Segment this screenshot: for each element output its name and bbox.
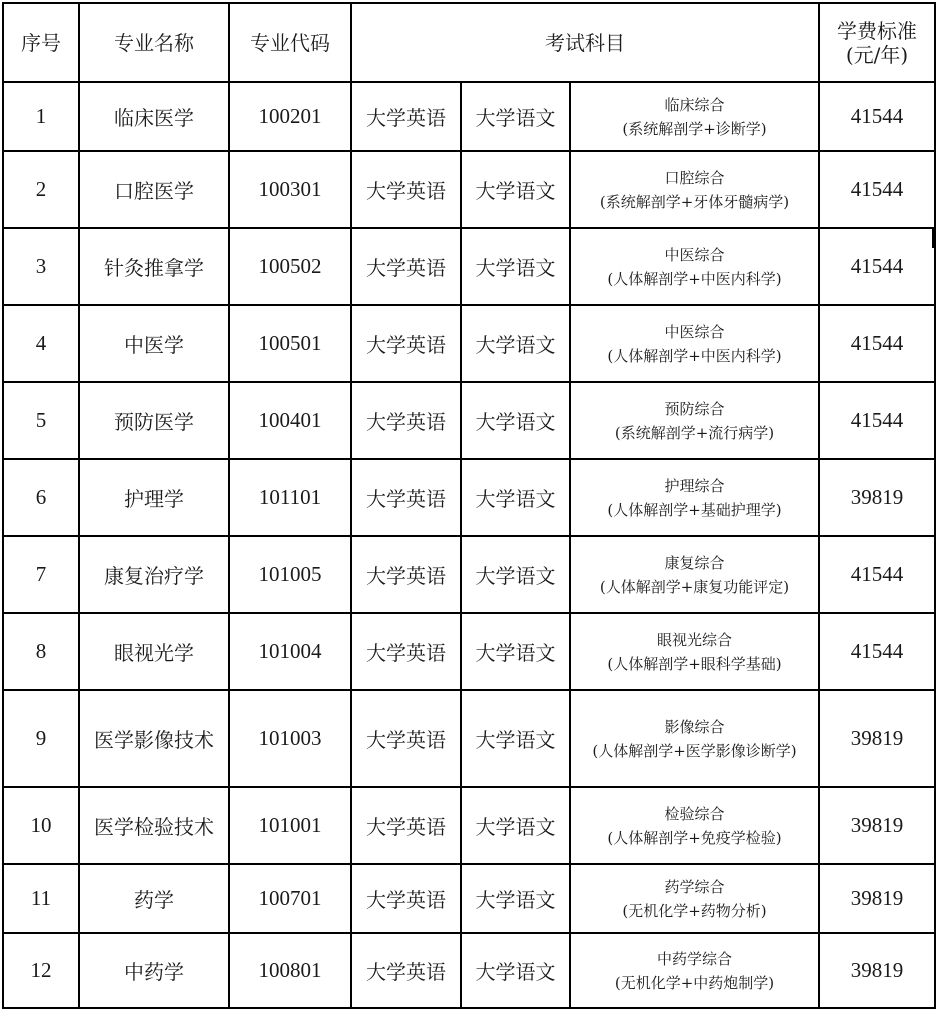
table-row [3, 459, 935, 536]
cell-exam-english: 大学英语 [351, 459, 461, 536]
cell-major-name: 康复治疗学 [79, 536, 229, 613]
cell-index: 2 [3, 151, 79, 228]
cell-index: 8 [3, 613, 79, 690]
cell-index: 3 [3, 228, 79, 305]
header-tuition [819, 3, 935, 82]
cell-major-name: 中医学 [79, 305, 229, 382]
cell-exam-comprehensive [570, 613, 819, 690]
exam-comprehensive-detail: (人体解剖学+医学影像诊断学) [592, 741, 797, 760]
cell-major-name: 医学检验技术 [79, 787, 229, 864]
cell-exam-english: 大学英语 [351, 690, 461, 787]
cell-index: 4 [3, 305, 79, 382]
cell-exam-english: 大学英语 [351, 228, 461, 305]
exam-comprehensive-detail: (人体解剖学+眼科学基础) [607, 654, 782, 673]
cell-major-code: 101004 [229, 613, 351, 690]
cell-exam-comprehensive [570, 382, 819, 459]
cell-major-name: 护理学 [79, 459, 229, 536]
cell-exam-comprehensive [570, 151, 819, 228]
cell-exam-english: 大学英语 [351, 787, 461, 864]
exam-comprehensive-title: 检验综合 [664, 804, 725, 823]
table-row [3, 305, 935, 382]
exam-comprehensive-detail: (人体解剖学+免疫学检验) [607, 828, 782, 847]
cell-major-name: 针灸推拿学 [79, 228, 229, 305]
cell-exam-chinese: 大学语文 [461, 305, 570, 382]
cell-exam-comprehensive [570, 459, 819, 536]
exam-comprehensive-detail: (人体解剖学+康复功能评定) [599, 577, 790, 596]
table-row [3, 933, 935, 1008]
cell-exam-chinese: 大学语文 [461, 382, 570, 459]
exam-comprehensive-detail: (系统解剖学+牙体牙髓病学) [599, 192, 790, 211]
header-major-name: 专业名称 [79, 3, 229, 82]
table-row [3, 864, 935, 933]
cell-exam-comprehensive [570, 787, 819, 864]
exam-comprehensive-detail: (系统解剖学+诊断学) [622, 119, 767, 138]
exam-comprehensive-detail: (无机化学+中药炮制学) [614, 973, 775, 992]
cell-major-name: 眼视光学 [79, 613, 229, 690]
cell-index: 6 [3, 459, 79, 536]
cell-index: 1 [3, 82, 79, 151]
cell-exam-comprehensive [570, 228, 819, 305]
cell-major-code: 100502 [229, 228, 351, 305]
cell-major-code: 100801 [229, 933, 351, 1008]
cell-exam-chinese: 大学语文 [461, 82, 570, 151]
cell-exam-chinese: 大学语文 [461, 613, 570, 690]
edge-mark [932, 228, 935, 248]
exam-comprehensive-title: 临床综合 [664, 95, 725, 114]
cell-major-code: 100701 [229, 864, 351, 933]
header-index: 序号 [3, 3, 79, 82]
cell-major-name: 医学影像技术 [79, 690, 229, 787]
cell-exam-comprehensive [570, 536, 819, 613]
cell-tuition: 39819 [819, 690, 935, 787]
cell-exam-chinese: 大学语文 [461, 864, 570, 933]
cell-tuition: 41544 [819, 613, 935, 690]
cell-index: 5 [3, 382, 79, 459]
cell-major-code: 101001 [229, 787, 351, 864]
cell-index: 12 [3, 933, 79, 1008]
cell-major-name: 中药学 [79, 933, 229, 1008]
cell-tuition: 41544 [819, 151, 935, 228]
cell-major-code: 100501 [229, 305, 351, 382]
cell-exam-english: 大学英语 [351, 613, 461, 690]
cell-index: 9 [3, 690, 79, 787]
cell-index: 10 [3, 787, 79, 864]
cell-exam-chinese: 大学语文 [461, 787, 570, 864]
header-row [3, 3, 935, 82]
table-row [3, 690, 935, 787]
cell-tuition: 41544 [819, 382, 935, 459]
table-row [3, 82, 935, 151]
cell-exam-english: 大学英语 [351, 305, 461, 382]
exam-comprehensive-title: 中医综合 [664, 322, 725, 341]
cell-major-code: 100201 [229, 82, 351, 151]
cell-major-name: 预防医学 [79, 382, 229, 459]
cell-exam-chinese: 大学语文 [461, 690, 570, 787]
cell-tuition: 41544 [819, 305, 935, 382]
table-row [3, 787, 935, 864]
table-row [3, 151, 935, 228]
cell-exam-english: 大学英语 [351, 82, 461, 151]
cell-exam-comprehensive [570, 864, 819, 933]
cell-major-code: 101003 [229, 690, 351, 787]
exam-comprehensive-detail: (系统解剖学+流行病学) [614, 423, 775, 442]
cell-exam-comprehensive [570, 690, 819, 787]
cell-major-name: 临床医学 [79, 82, 229, 151]
cell-exam-comprehensive [570, 305, 819, 382]
header-exam-subjects: 考试科目 [351, 3, 819, 82]
cell-exam-comprehensive [570, 933, 819, 1008]
exam-comprehensive-detail: (人体解剖学+基础护理学) [607, 500, 782, 519]
admission-table [2, 2, 936, 1009]
cell-tuition: 41544 [819, 536, 935, 613]
cell-tuition: 39819 [819, 864, 935, 933]
cell-exam-english: 大学英语 [351, 864, 461, 933]
cell-tuition: 39819 [819, 787, 935, 864]
exam-comprehensive-title: 口腔综合 [664, 168, 725, 187]
exam-comprehensive-title: 预防综合 [664, 399, 725, 418]
cell-exam-chinese: 大学语文 [461, 536, 570, 613]
cell-index: 7 [3, 536, 79, 613]
cell-exam-english: 大学英语 [351, 151, 461, 228]
exam-comprehensive-detail: (人体解剖学+中医内科学) [607, 269, 782, 288]
exam-comprehensive-detail: (无机化学+药物分析) [622, 901, 767, 920]
exam-comprehensive-title: 中医综合 [664, 245, 725, 264]
cell-tuition: 41544 [819, 228, 935, 305]
cell-exam-comprehensive [570, 82, 819, 151]
table-row [3, 536, 935, 613]
cell-major-code: 100401 [229, 382, 351, 459]
cell-exam-english: 大学英语 [351, 536, 461, 613]
cell-tuition: 39819 [819, 933, 935, 1008]
header-tuition-unit: (元/年) [845, 42, 909, 67]
header-tuition-label: 学费标准 [837, 18, 917, 43]
cell-major-name: 药学 [79, 864, 229, 933]
exam-comprehensive-title: 眼视光综合 [656, 630, 732, 649]
exam-comprehensive-title: 药学综合 [664, 877, 725, 896]
cell-index: 11 [3, 864, 79, 933]
cell-exam-english: 大学英语 [351, 382, 461, 459]
cell-exam-english: 大学英语 [351, 933, 461, 1008]
cell-major-code: 101005 [229, 536, 351, 613]
cell-tuition: 39819 [819, 459, 935, 536]
cell-tuition: 41544 [819, 82, 935, 151]
cell-exam-chinese: 大学语文 [461, 459, 570, 536]
table-row [3, 228, 935, 305]
cell-exam-chinese: 大学语文 [461, 228, 570, 305]
exam-comprehensive-title: 护理综合 [664, 476, 725, 495]
table-row [3, 613, 935, 690]
cell-major-code: 101101 [229, 459, 351, 536]
exam-comprehensive-title: 康复综合 [664, 553, 725, 572]
header-major-code: 专业代码 [229, 3, 351, 82]
cell-exam-chinese: 大学语文 [461, 151, 570, 228]
table-row [3, 382, 935, 459]
cell-major-code: 100301 [229, 151, 351, 228]
cell-exam-chinese: 大学语文 [461, 933, 570, 1008]
exam-comprehensive-title: 中药学综合 [656, 949, 732, 968]
exam-comprehensive-title: 影像综合 [664, 717, 725, 736]
exam-comprehensive-detail: (人体解剖学+中医内科学) [607, 346, 782, 365]
cell-major-name: 口腔医学 [79, 151, 229, 228]
